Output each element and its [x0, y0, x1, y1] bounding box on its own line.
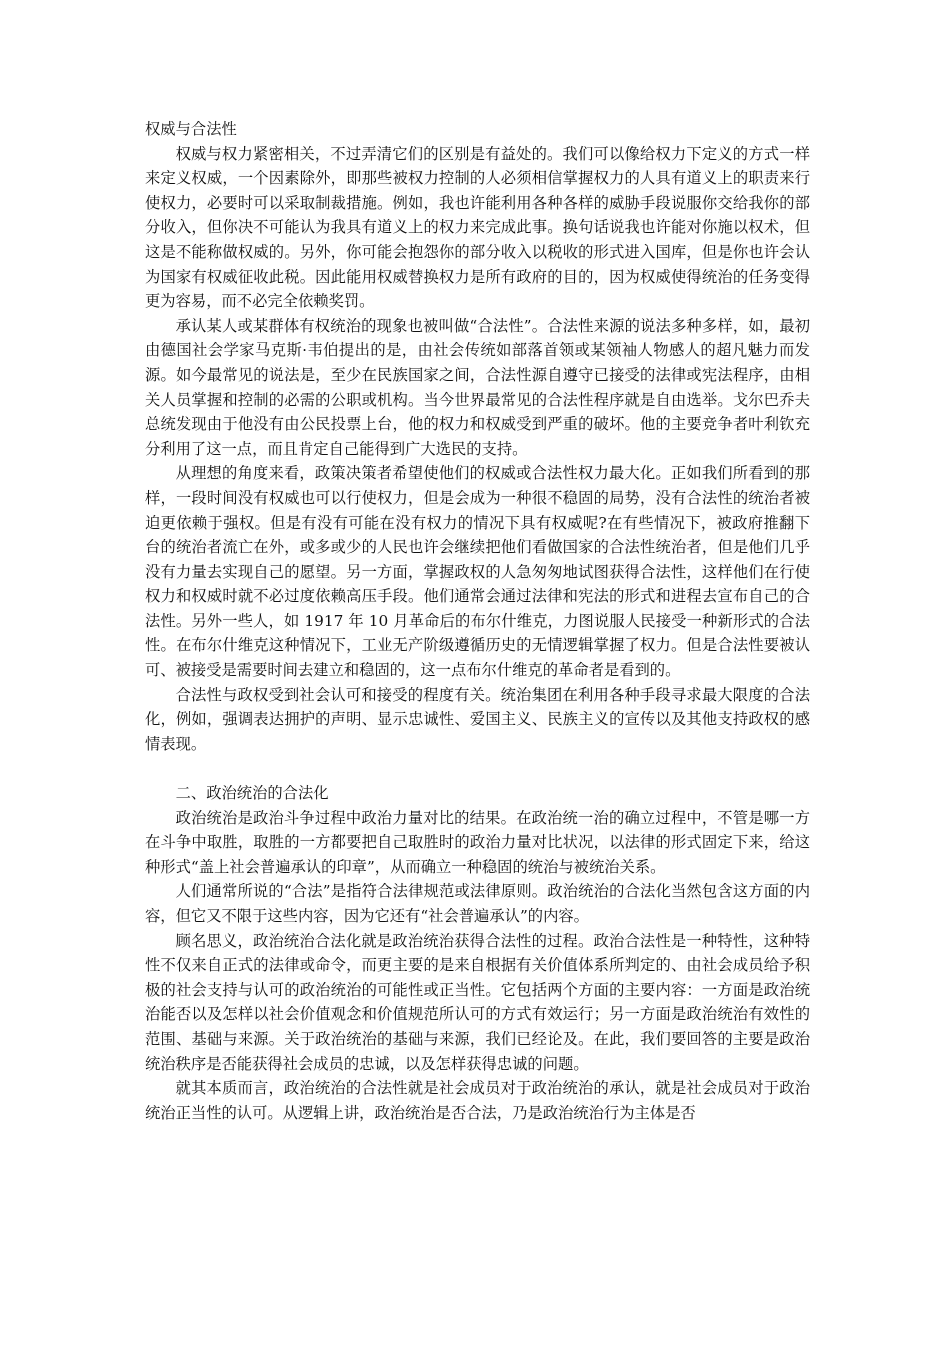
paragraph: 人们通常所说的“合法”是指符合法律规范或法律原则。政治统治的合法化当然包含这方面的内容，但它又不限于这些内容，因为它还有“社会普遍承认”的内容。 — [145, 882, 810, 925]
paragraph: 合法性与政权受到社会认可和接受的程度有关。统治集团在利用各种手段寻求最大限度的合法化，例如，强调表达拥护的声明、显示忠诚性、爱国主义、民族主义的宣传以及其他支持政权的感情表现。 — [145, 685, 810, 753]
section-spacer — [145, 756, 810, 781]
paragraph: 从理想的角度来看，政策决策者希望使他们的权威或合法性权力最大化。正如我们所看到的那样，一段时间没有权威也可以行使权力，但是会成为一种很不稳固的局势，没有合法性的统治者被迫更依赖于强权。但是有没有可能在没有权力的情况下具有权威呢?在有些情况下，被政府推翻下台的统治者流亡在外，或多或少的人民也许会继续把他们看做国家的合法性统治者，但是他们几乎没有力量去实现自己的愿望。另一方面，掌握政权的人急匆匆地试图获得合法性，这样他们在行使权力和权威时就不必过度依赖高压手段。他们通常会通过法律和宪法的形式和进程去宣布自己的合法性。另外一些人，如 1917 年 10 月革命后的布尔什维克，力图说服人民接受一种新形式的合法性。在布尔什维克这种情况下，工业无产阶级遵循历史的无情逻辑掌握了权力。但是合法性要被认可、被接受是需要时间去建立和稳固的，这一点布尔什维克的革命者是看到的。 — [145, 464, 810, 680]
paragraph: 权威与权力紧密相关，不过弄清它们的区别是有益处的。我们可以像给权力下定义的方式一样来定义权威，一个因素除外，即那些被权力控制的人必须相信掌握权力的人具有道义上的职责来行使权力，必要时可以采取制裁措施。例如，我也许能利用各种各样的威胁手段说服你交给我你的部分收入，但你决不可能认为我具有道义上的权力来完成此事。换句话说我也许能对你施以权术，但这是不能称做权威的。另外，你可能会抱怨你的部分收入以税收的形式进入国库，但是你也许会认为国家有权威征收此税。因此能用权威替换权力是所有政府的目的，因为权威使得统治的任务变得更为容易，而不必完全依赖奖罚。 — [145, 144, 810, 311]
paragraph: 政治统治是政治斗争过程中政治力量对比的结果。在政治统一治的确立过程中，不管是哪一方在斗争中取胜，取胜的一方都要把自己取胜时的政治力量对比状况，以法律的形式固定下来，给这种形式“盖上社会普遍承认的印章”，从而确立一种稳固的统治与被统治关系。 — [145, 808, 810, 876]
document-page — [145, 117, 810, 1125]
paragraph: 承认某人或某群体有权统治的现象也被叫做“合法性”。合法性来源的说法多种多样，如，最初由德国社会学家马克斯·韦伯提出的是，由社会传统如部落首领或某领袖人物感人的超凡魅力而发源。如今最常见的说法是，至少在民族国家之间，合法性源自遵守已接受的法律或宪法程序，由相关人员掌握和控制的必需的公职或机构。当今世界最常见的合法性程序就是自由选举。戈尔巴乔夫总统发现由于他没有由公民投票上台，他的权力和权威受到严重的破坏。他的主要竞争者叶利钦充分利用了这一点，而且肯定自己能得到广大选民的支持。 — [145, 316, 810, 458]
section-title-authority-legitimacy: 权威与合法性 — [145, 120, 237, 138]
section-title-political-legitimation: 二、政治统治的合法化 — [175, 784, 329, 803]
paragraph: 就其本质而言，政治统治的合法性就是社会成员对于政治统治的承认，就是社会成员对于政治统治正当性的认可。从逻辑上讲，政治统治是否合法，乃是政治统治行为主体是否 — [145, 1079, 810, 1122]
paragraph: 顾名思义，政治统治合法化就是政治统治获得合法性的过程。政治合法性是一种特性，这种特性不仅来自正式的法律或命令，而更主要的是来自根据有关价值体系所判定的、由社会成员给予积极的社会支持与认可的政治统治的可能性或正当性。它包括两个方面的主要内容：一方面是政治统治能否以及怎样以社会价值观念和价值规范所认可的方式有效运行；另一方面是政治统治有效性的范围、基础与来源。关于政治统治的基础与来源，我们已经论及。在此，我们要回答的主要是政治统治秩序是否能获得社会成员的忠诚，以及怎样获得忠诚的问题。 — [145, 931, 810, 1073]
